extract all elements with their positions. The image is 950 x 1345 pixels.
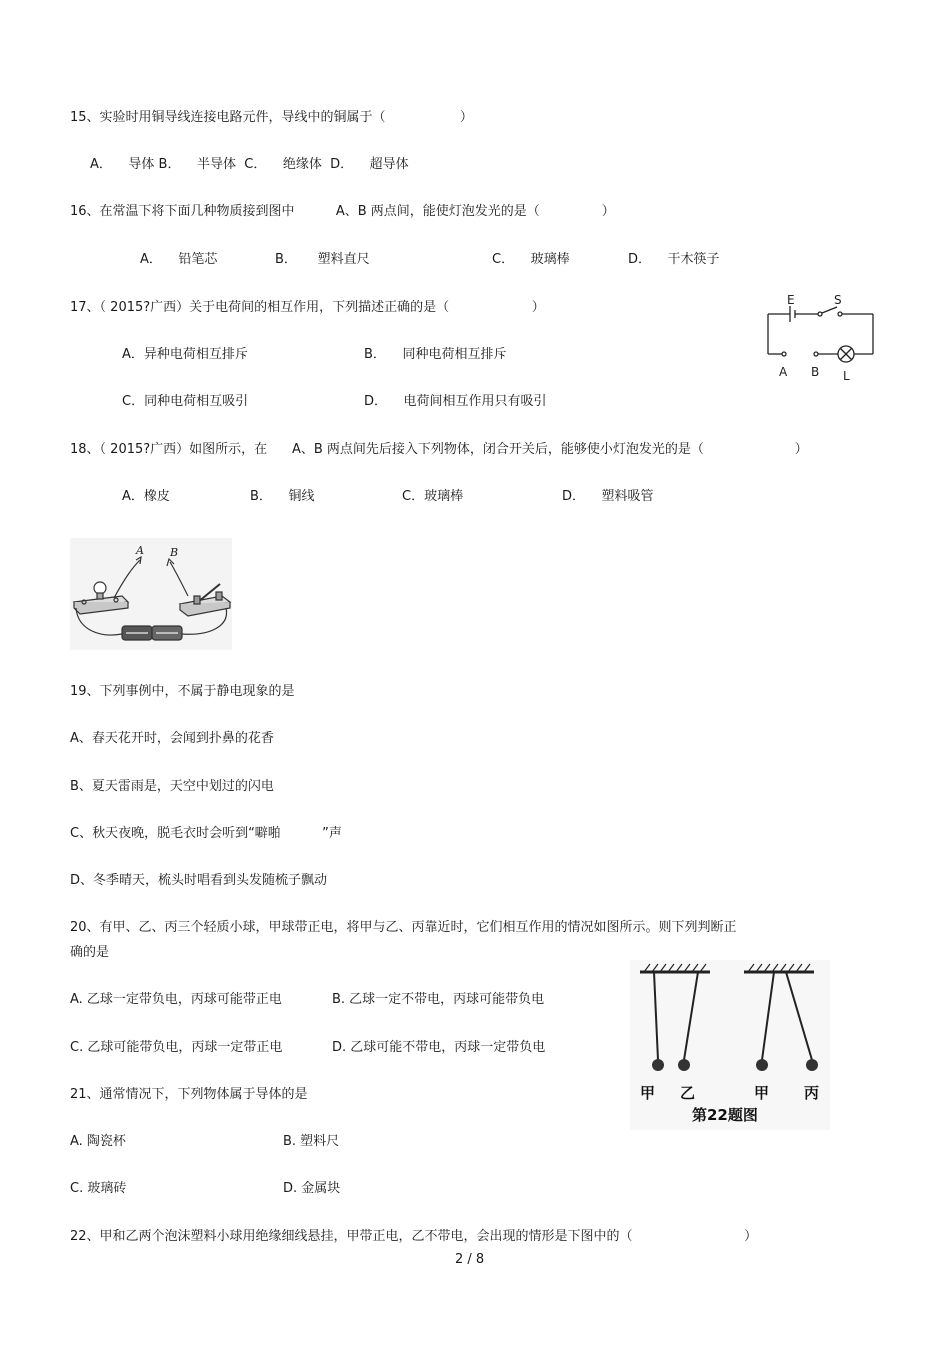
q19-option-c: C、秋天夜晚，脱毛衣时会听到“噼啪 ”声 [70,826,342,841]
q16-option-d: D． 干木筷子 [628,252,720,267]
q21-option-b: B. 塑料尺 [283,1134,340,1149]
q15-options: A． 导体 B． 半导体 C． 绝缘体 D． 超导体 [90,157,409,172]
q18-option-c: C．玻璃棒 [402,489,464,504]
label-s: S [834,293,842,307]
ball-label-jia: 甲 [640,1084,656,1102]
label-l: L [843,369,850,383]
q16-option-a: A． 铅笔芯 [140,252,218,267]
q16-option-c: C． 玻璃棒 [492,252,570,267]
q20-option-d: D. 乙球可能不带电，丙球一定带负电 [332,1040,546,1055]
q18-stem: 18、（ 2015?广西）如图所示，在 A、B 两点间先后接入下列物体，闭合开关后，能够使小灯泡发光的是（ ） [70,442,808,457]
circuit-photo-figure [70,538,232,650]
q20-option-a: A. 乙球一定带负电，丙球可能带正电 [70,992,282,1007]
q21-option-a: A. 陶瓷杯 [70,1134,126,1149]
q20-option-b: B. 乙球一定不带电，丙球可能带负电 [332,992,545,1007]
q17-option-d: D． 电荷间相互作用只有吸引 [364,394,547,409]
q15-stem: 15、实验时用铜导线连接电路元件，导线中的铜属于（ ） [70,110,473,125]
q16-stem: 16、在常温下将下面几种物质接到图中 A、B 两点间，能使灯泡发光的是（ ） [70,204,615,219]
q17-option-a: A．异种电荷相互排斥 [122,347,248,362]
q17-option-b: B． 同种电荷相互排斥 [364,347,507,362]
q18-option-d: D． 塑料吸管 [562,489,654,504]
q20-option-c: C. 乙球可能带负电，丙球一定带正电 [70,1040,283,1055]
label-a: A [779,365,788,379]
q20-stem-line1: 20、有甲、乙、丙三个轻质小球，甲球带正电，将甲与乙、丙靠近时，它们相互作用的情况如图所示。则下列判断正 [70,920,737,935]
photo-label-b: B [170,546,179,559]
q19-option-d: D、冬季晴天，梳头时唱看到头发随梳子飘动 [70,873,328,888]
q19-stem: 19、下列事例中，不属于静电现象的是 [70,684,295,699]
q16-option-b: B． 塑料直尺 [275,252,370,267]
q18-option-b: B． 铜线 [250,489,315,504]
label-e: E [787,293,795,307]
q17-option-c: C．同种电荷相互吸引 [122,394,249,409]
q22-stem: 22、甲和乙两个泡沫塑料小球用绝缘细线悬挂，甲带正电，乙不带电，会出现的情形是下图中的（ ） [70,1229,758,1244]
q17-stem: 17、（ 2015?广西）关于电荷间的相互作用，下列描述正确的是（ ） [70,300,545,315]
q20-stem-line2: 确的是 [70,945,110,960]
page-number: 2 / 8 [455,1252,485,1267]
figure-caption: 第22题图 [692,1106,758,1124]
ball-label-bing: 丙 [804,1084,820,1102]
ball-label-yi: 乙 [680,1084,696,1102]
q21-stem: 21、通常情况下，下列物体属于导体的是 [70,1087,308,1102]
q19-option-b: B、夏天雷雨是，天空中划过的闪电 [70,779,274,794]
ball-label-jia2: 甲 [754,1084,770,1102]
label-b: B [811,365,820,379]
circuit-diagram [760,290,885,385]
hanging-balls-figure [630,960,830,1130]
q21-option-d: D. 金属块 [283,1181,341,1196]
q19-option-a: A、春天花开时，会闻到扑鼻的花香 [70,731,274,746]
photo-label-a: A [136,544,144,557]
q18-option-a: A．橡皮 [122,489,170,504]
q21-option-c: C. 玻璃砖 [70,1181,127,1196]
